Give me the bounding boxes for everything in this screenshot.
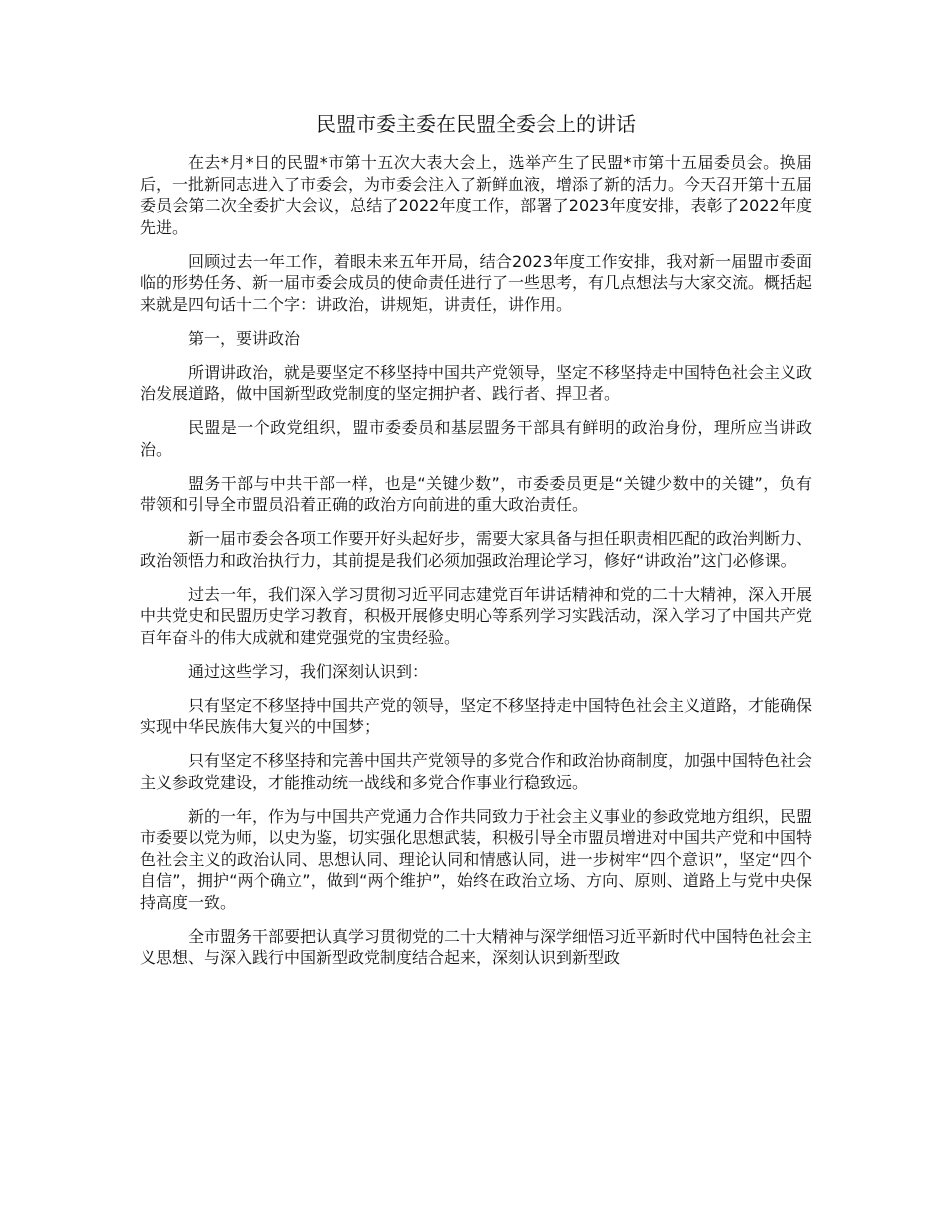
paragraph: 盟务干部与中共干部一样，也是“关键少数”，市委委员更是“关键少数中的关键”，负有带领和引导全市盟员沿着正确的政治方向前进的重大政治责任。 — [140, 473, 812, 514]
paragraph: 新一届市委会各项工作要开好头起好步，需要大家具备与担任职责相匹配的政治判断力、政治领悟力和政治执行力，其前提是我们必须加强政治理论学习，修好“讲政治”这门必修课。 — [140, 529, 813, 570]
paragraph: 全市盟务干部要把认真学习贯彻党的二十大精神与深学细悟习近平新时代中国特色社会主义思想、与深入践行中国新型政党制度结合起来，深刻认识到新型政 — [140, 926, 813, 967]
paragraph: 在去*月*日的民盟*市第十五次大表大会上，选举产生了民盟*市第十五届委员会。换届后，一批新同志进入了市委会，为市委会注入了新鲜血液，增添了新的活力。今天召开第十五届委员会第二次全委扩大会议，总结了2022年度工作，部署了2023年度安排，表彰了2022年度先进。 — [140, 153, 813, 237]
paragraph: 只有坚定不移坚持和完善中国共产党领导的多党合作和政治协商制度，加强中国特色社会主义参政党建设，才能推动统一战线和多党合作事业行稳致远。 — [140, 751, 813, 792]
paragraph: 回顾过去一年工作，着眼未来五年开局，结合2023年度工作安排，我对新一届盟市委面临的形势任务、新一届市委会成员的使命责任进行了一些思考，有几点想法与大家交流。概括起来就是四句话十二个字：讲政治，讲规矩，讲责任，讲作用。 — [140, 251, 813, 314]
paragraph: 新的一年，作为与中国共产党通力合作共同致力于社会主义事业的参政党地方组织，民盟市委要以党为师，以史为鉴，切实强化思想武装，积极引导全市盟员增进对中国共产党和中国特色社会主义的政治认同、思想认同、理论认同和情感认同，进一步树牢“四个意识”，坚定“四个自信”，拥护“两个确立”，做到“两个维护”，始终在政治立场、方向、原则、道路上与党中央保持高度一致。 — [140, 806, 813, 912]
paragraph: 民盟是一个政党组织，盟市委委员和基层盟务干部具有鲜明的政治身份，理所应当讲政治。 — [140, 418, 812, 459]
paragraph: 过去一年，我们深入学习贯彻习近平同志建党百年讲话精神和党的二十大精神，深入开展中共党史和民盟历史学习教育，积极开展修史明心等系列学习实践活动，深入学习了中国共产党百年奋斗的伟大成就和建党强党的宝贵经验。 — [140, 584, 813, 647]
paragraph: 只有坚定不移坚持中国共产党的领导，坚定不移坚持走中国特色社会主义道路，才能确保实现中华民族伟大复兴的中国梦； — [140, 695, 813, 736]
section-heading: 第一，要讲政治 — [188, 328, 301, 348]
paragraph: 所谓讲政治，就是要坚定不移坚持中国共产党领导，坚定不移坚持走中国特色社会主义政治发展道路，做中国新型政党制度的坚定拥护者、践行者、捍卫者。 — [140, 362, 813, 403]
document-page — [140, 110, 812, 981]
document-title: 民盟市委主委在民盟全委会上的讲话 — [316, 112, 636, 136]
paragraph: 通过这些学习，我们深刻认识到： — [188, 661, 429, 681]
